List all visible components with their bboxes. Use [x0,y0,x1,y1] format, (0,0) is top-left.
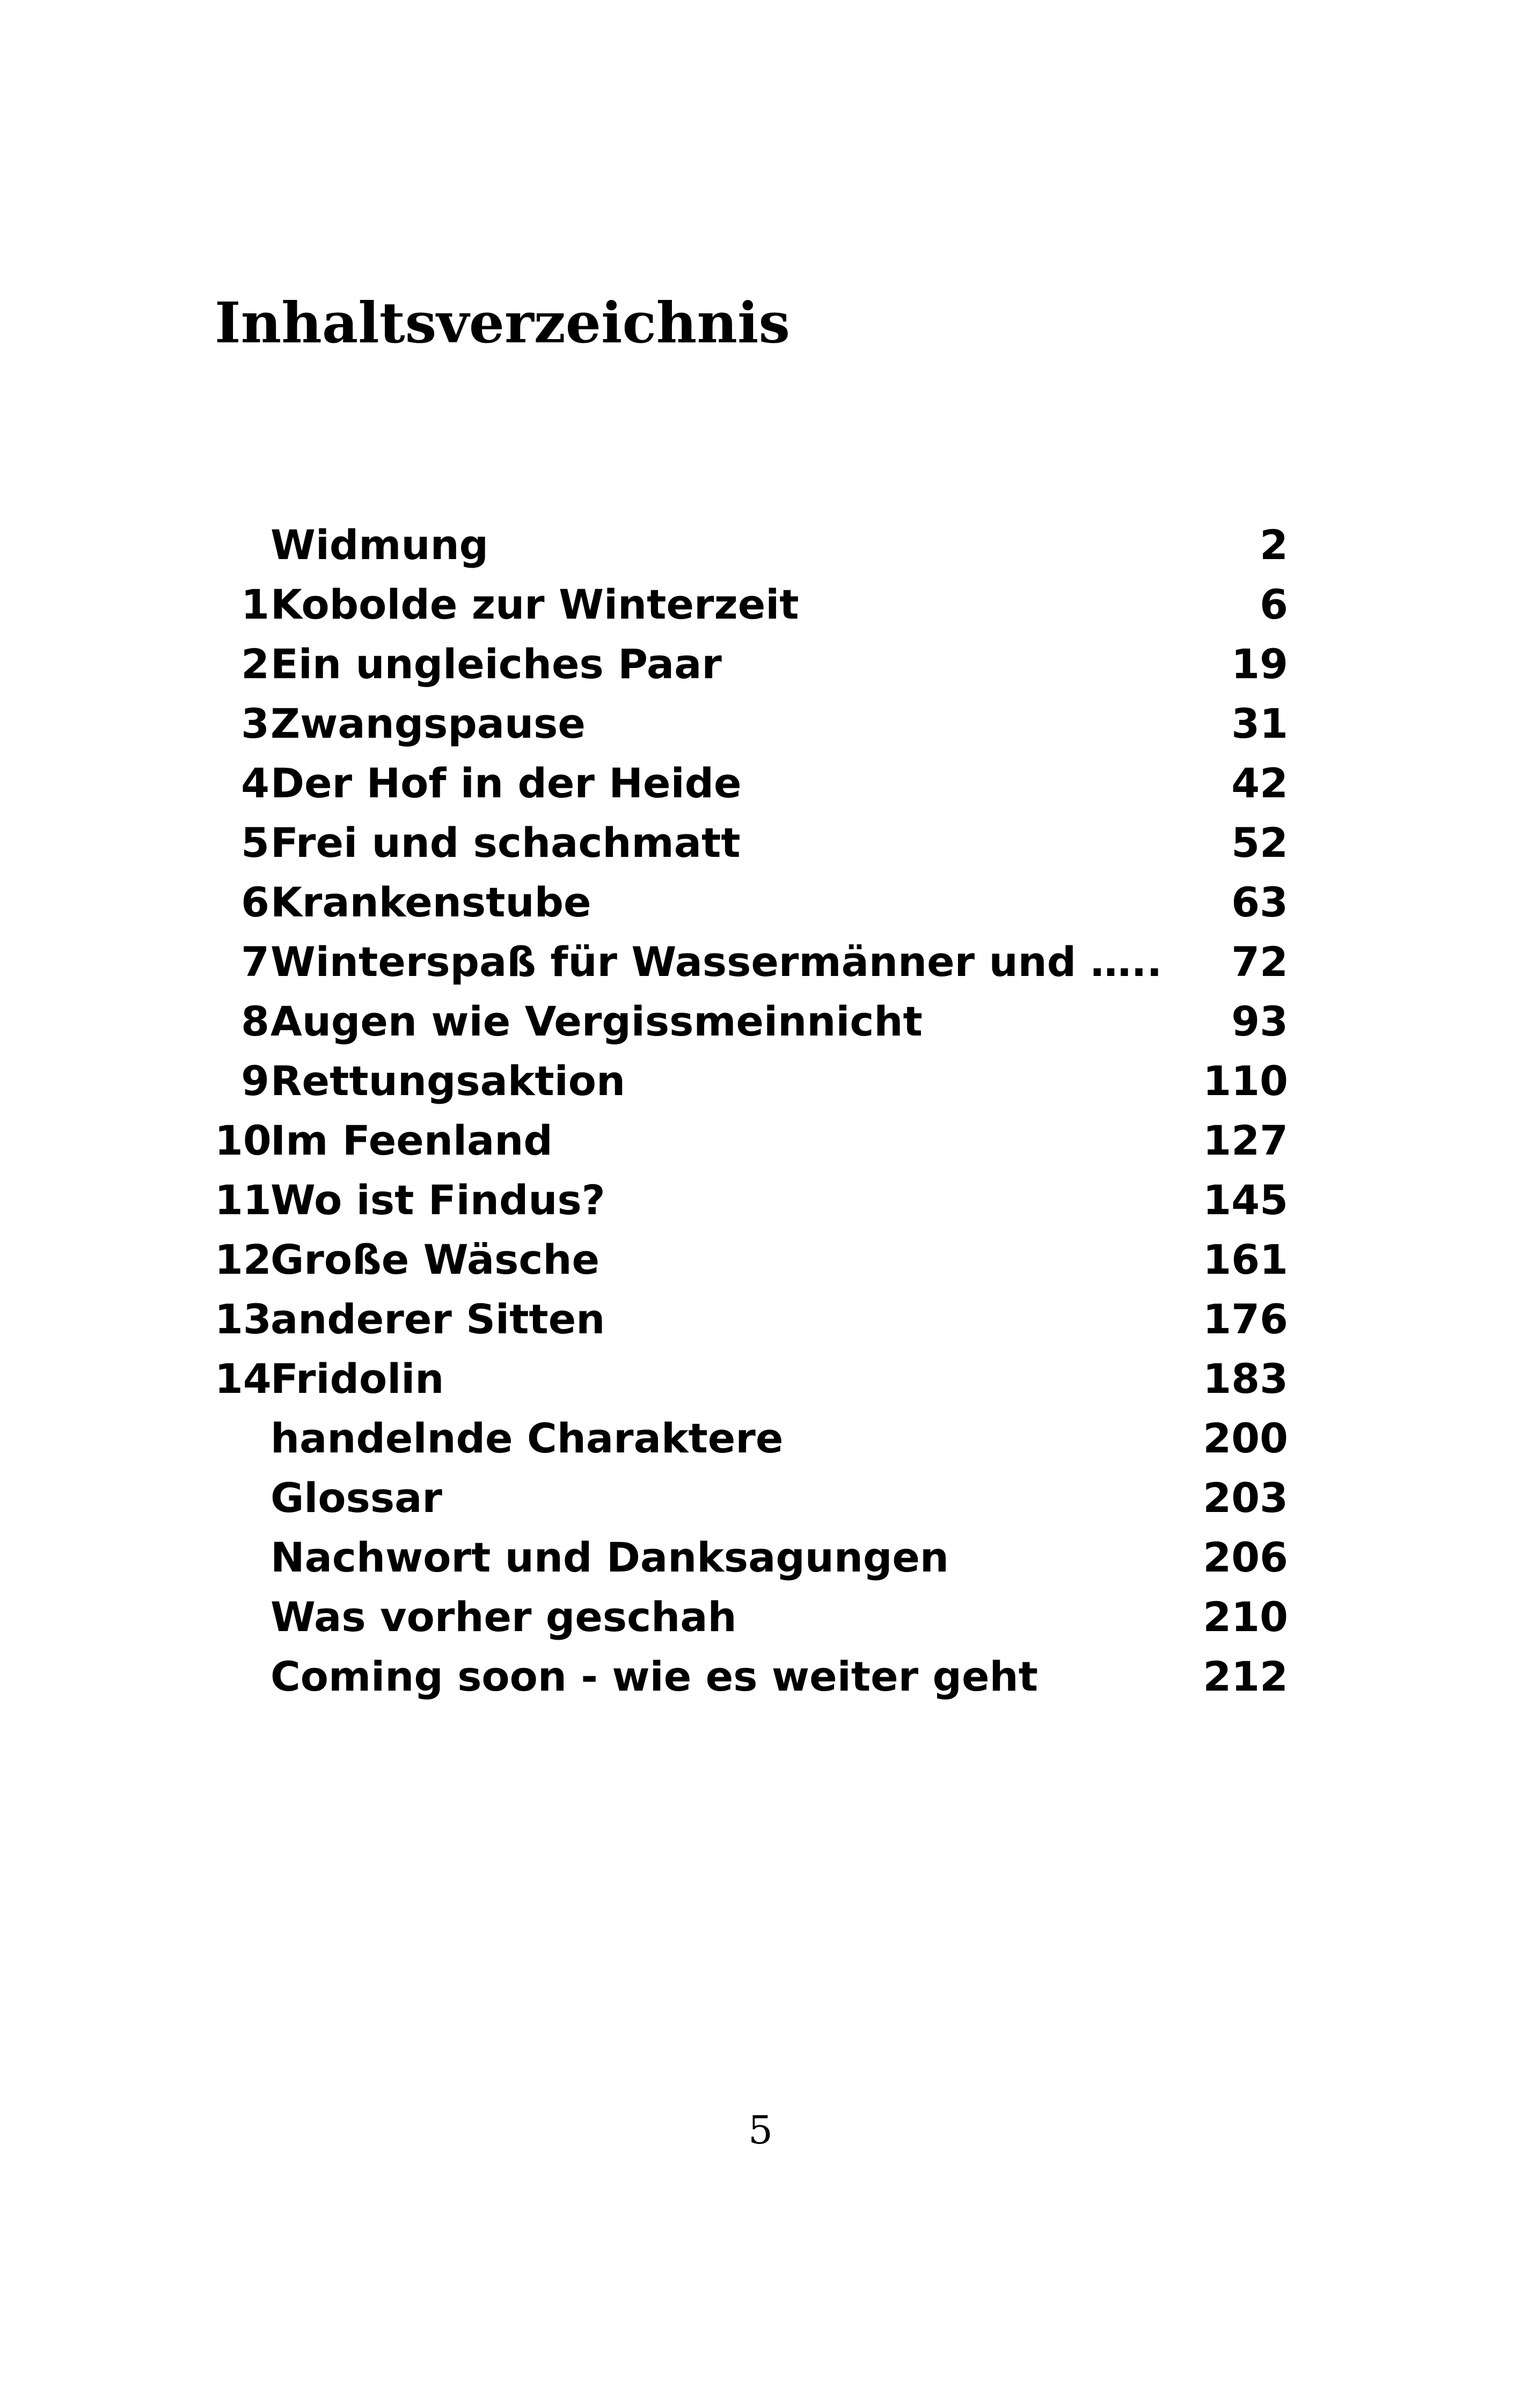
chapter-title: Zwangspause [270,700,586,747]
toc-entry [215,1170,1288,1230]
chapter-number: 6 [241,878,269,926]
chapter-number: 14 [215,1355,272,1403]
toc-entry [215,1349,1288,1408]
chapter-title: Der Hof in der Heide [270,759,742,807]
toc-entry [215,813,1288,872]
chapter-title: Wo ist Findus? [270,1176,605,1224]
table-of-contents [215,515,1288,1706]
chapter-number: 9 [241,1057,269,1105]
chapter-title: Was vorher geschah [270,1593,737,1641]
chapter-number: 3 [241,700,269,747]
toc-entry [215,1528,1288,1587]
chapter-page: 176 [1203,1295,1288,1343]
chapter-page: 52 [1231,819,1288,867]
chapter-page: 212 [1203,1653,1288,1700]
toc-entry [215,753,1288,813]
page-number: 5 [748,2108,773,2153]
chapter-title: Rettungsaktion [270,1057,626,1105]
chapter-page: 19 [1231,640,1288,688]
toc-entry [215,515,1288,575]
toc-entry [215,1289,1288,1349]
chapter-title: Widmung [270,521,489,569]
chapter-page: 183 [1203,1355,1288,1403]
toc-entry [215,872,1288,932]
chapter-page: 42 [1231,759,1288,807]
chapter-title: Krankenstube [270,878,591,926]
chapter-page: 145 [1203,1176,1288,1224]
chapter-title: Ein ungleiches Paar [270,640,722,688]
chapter-title: Kobolde zur Winterzeit [270,581,799,628]
toc-entry [215,1468,1288,1528]
chapter-title: Im Feenland [270,1117,553,1164]
chapter-number: 1 [241,581,269,628]
chapter-title: Nachwort und Danksagungen [270,1533,949,1581]
chapter-number: 10 [215,1117,272,1164]
chapter-page: 2 [1260,521,1288,569]
toc-entry [215,575,1288,634]
chapter-title: Augen wie Vergissmeinnicht [270,997,923,1045]
chapter-title: Winterspaß für Wassermänner und ….. [270,938,1162,986]
chapter-page: 93 [1231,997,1288,1045]
chapter-number: 5 [241,819,269,867]
chapter-page: 161 [1203,1236,1288,1283]
toc-entry [215,1230,1288,1289]
chapter-page: 210 [1203,1593,1288,1641]
page-title: Inhaltsverzeichnis [215,289,791,356]
chapter-number: 8 [241,997,269,1045]
chapter-title: Frei und schachmatt [270,819,741,867]
chapter-page: 206 [1203,1533,1288,1581]
toc-entry [215,634,1288,694]
chapter-title: Große Wäsche [270,1236,600,1283]
chapter-page: 203 [1203,1474,1288,1522]
chapter-number: 11 [215,1176,272,1224]
chapter-title: Fridolin [270,1355,444,1403]
chapter-number: 12 [215,1236,272,1283]
chapter-page: 110 [1203,1057,1288,1105]
chapter-page: 72 [1231,938,1288,986]
chapter-number: 13 [215,1295,272,1343]
chapter-title: Glossar [270,1474,442,1522]
toc-entry [215,932,1288,992]
chapter-page: 127 [1203,1117,1288,1164]
chapter-number: 2 [241,640,269,688]
toc-entry [215,694,1288,753]
toc-entry [215,1647,1288,1706]
chapter-number: 7 [241,938,269,986]
toc-entry [215,1587,1288,1647]
chapter-page: 31 [1231,700,1288,747]
chapter-title: anderer Sitten [270,1295,605,1343]
chapter-page: 200 [1203,1414,1288,1462]
chapter-title: handelnde Charaktere [270,1414,784,1462]
chapter-page: 6 [1260,581,1288,628]
toc-entry [215,1051,1288,1111]
toc-entry [215,1408,1288,1468]
chapter-page: 63 [1231,878,1288,926]
chapter-number: 4 [241,759,269,807]
toc-entry [215,992,1288,1051]
toc-entry [215,1111,1288,1170]
chapter-title: Coming soon - wie es weiter geht [270,1653,1038,1700]
